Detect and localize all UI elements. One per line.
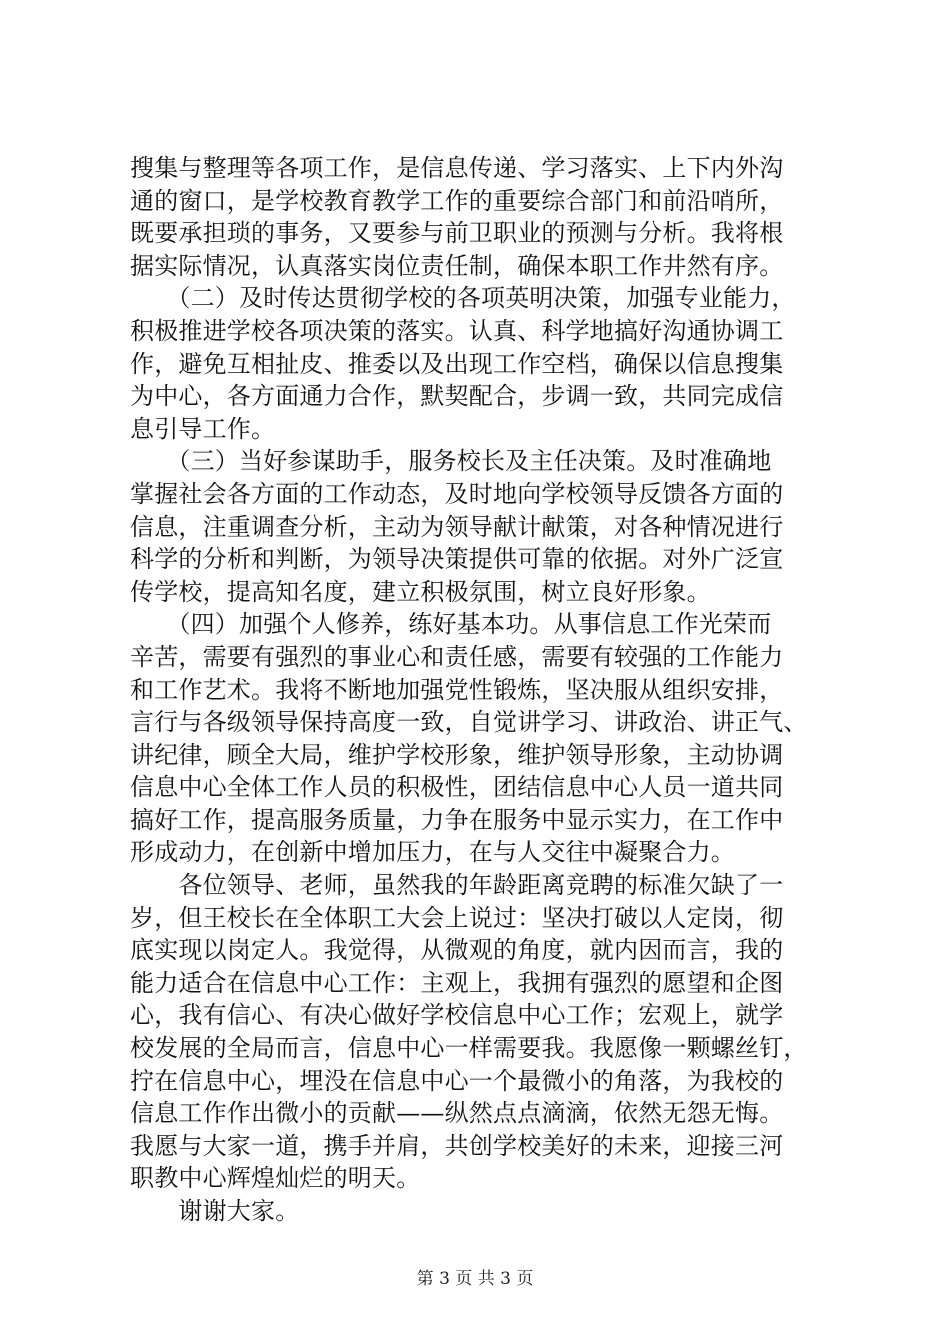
text-line: 掌握社会各方面的工作动态，及时地向学校领导反馈各方面的	[130, 479, 784, 508]
text-line: 职教中心辉煌灿烂的明天。	[130, 1164, 421, 1193]
text-line: 既要承担琐的事务，又要参与前卫职业的预测与分析。我将根	[130, 219, 784, 248]
text-line: 岁，但王校长在全体职工大会上说过：坚决打破以人定岗，彻	[130, 903, 784, 932]
text-line: 校发展的全局而言，信息中心一样需要我。我愿像一颗螺丝钉，	[130, 1034, 808, 1063]
text-line: （四）加强个人修养，练好基本功。从事信息工作光荣而	[130, 610, 772, 639]
text-line: 传学校，提高知名度，建立积极氛围，树立良好形象。	[130, 577, 711, 606]
text-line: 我愿与大家一道，携手并肩，共创学校美好的未来，迎接三河	[130, 1131, 784, 1160]
text-line: 拧在信息中心，埋没在信息中心一个最微小的角落，为我校的	[130, 1066, 784, 1095]
text-line: 信息中心全体工作人员的积极性，团结信息中心人员一道共同	[130, 773, 784, 802]
text-line: 搞好工作，提高服务质量，力争在服务中显示实力，在工作中	[130, 805, 784, 834]
document-body	[130, 152, 830, 1228]
text-line: 心，我有信心、有决心做好学校信息中心工作；宏观上，就学	[130, 1001, 784, 1030]
text-line: 谢谢大家。	[130, 1197, 300, 1225]
text-line: 形成动力，在创新中增加压力，在与人交往中凝聚合力。	[130, 838, 735, 867]
text-line: 底实现以岗定人。我觉得，从微观的角度，就内因而言，我的	[130, 936, 784, 965]
text-line: 讲纪律，顾全大局，维护学校形象，维护领导形象，主动协调	[130, 740, 784, 769]
text-line: 辛苦，需要有强烈的事业心和责任感，需要有较强的工作能力	[130, 642, 784, 671]
text-line: 科学的分析和判断，为领导决策提供可靠的依据。对外广泛宣	[130, 545, 784, 574]
text-line: 通的窗口，是学校教育教学工作的重要综合部门和前沿哨所，	[130, 186, 784, 215]
text-line: 各位领导、老师，虽然我的年龄距离竞聘的标准欠缺了一	[130, 871, 784, 900]
text-line: 据实际情况，认真落实岗位责任制，确保本职工作井然有序。	[130, 251, 784, 280]
text-line: （二）及时传达贯彻学校的各项英明决策，加强专业能力，	[130, 284, 796, 313]
text-line: （三）当好参谋助手，服务校长及主任决策。及时准确地	[130, 447, 772, 476]
text-line: 积极推进学校各项决策的落实。认真、科学地搞好沟通协调工	[130, 316, 784, 345]
page-footer: 第 3 页 共 3 页	[416, 1269, 534, 1289]
text-line: 为中心，各方面通力合作，默契配合，步调一致，共同完成信	[130, 382, 784, 411]
text-line: 作，避免互相扯皮、推委以及出现工作空档，确保以信息搜集	[130, 349, 784, 378]
text-line: 息引导工作。	[130, 414, 276, 443]
text-line: 信息工作作出微小的贡献——纵然点点滴滴，依然无怨无悔。	[130, 1099, 784, 1128]
text-line: 和工作艺术。我将不断地加强党性锻炼，坚决服从组织安排，	[130, 675, 784, 704]
text-line: 能力适合在信息中心工作：主观上，我拥有强烈的愿望和企图	[130, 968, 784, 997]
text-line: 言行与各级领导保持高度一致，自觉讲学习、讲政治、讲正气、	[130, 708, 808, 737]
text-line: 搜集与整理等各项工作，是信息传递、学习落实、上下内外沟	[130, 154, 784, 182]
text-line: 信息，注重调查分析，主动为领导献计献策，对各种情况进行	[130, 512, 784, 541]
